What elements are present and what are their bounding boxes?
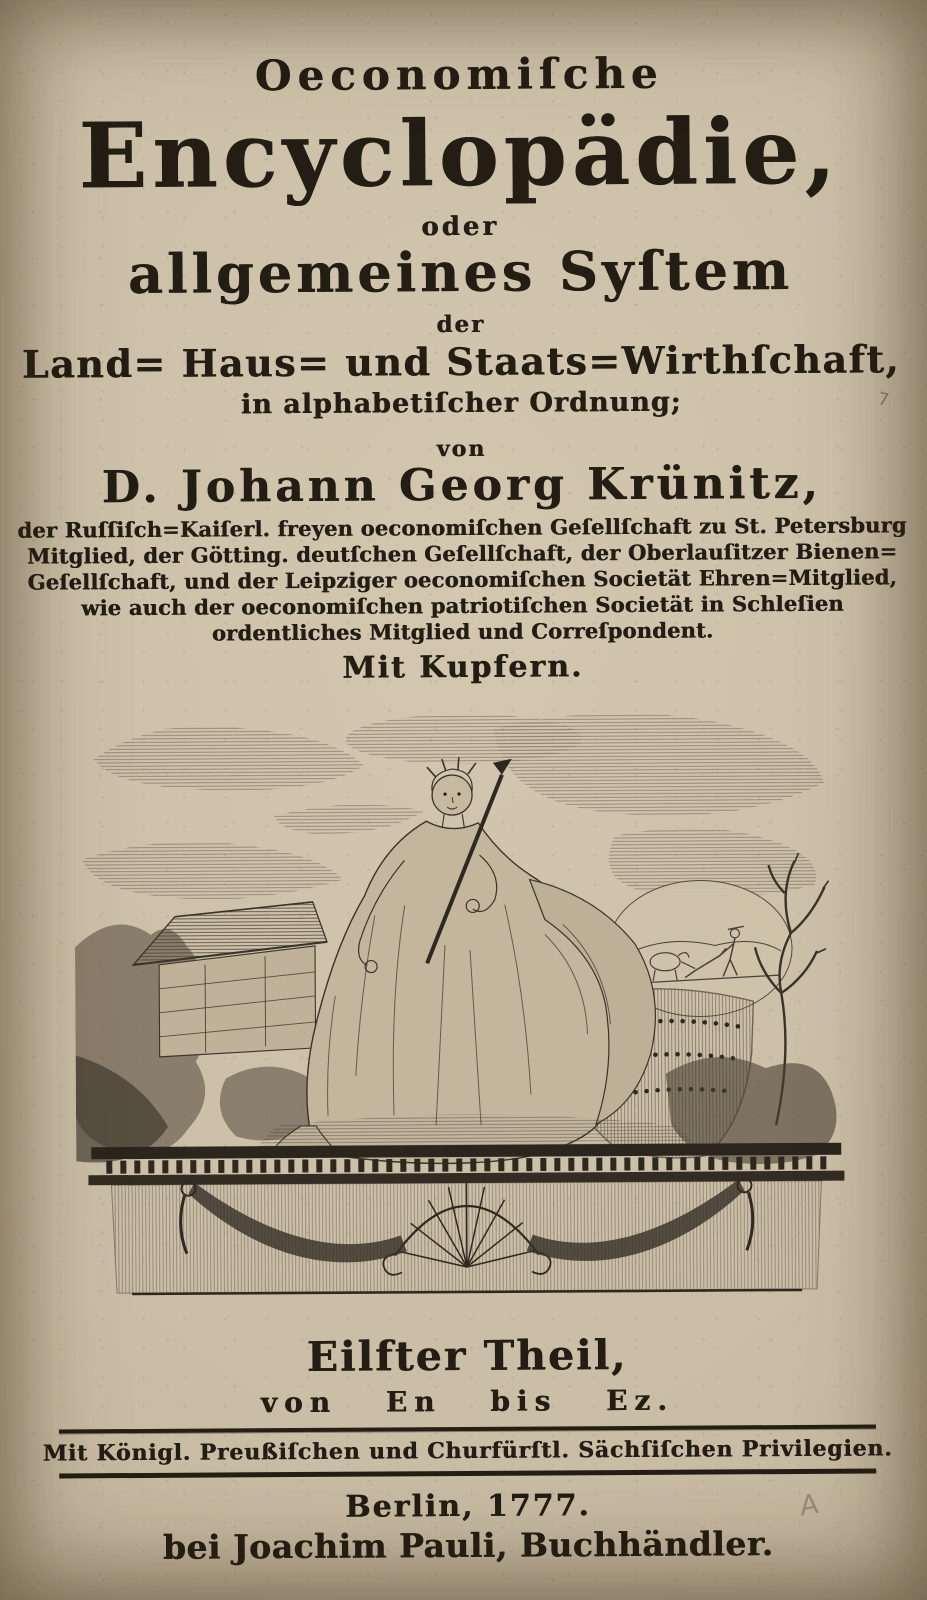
engraving-vignette <box>73 693 857 1300</box>
connector-oder: oder <box>421 212 500 243</box>
volume-part-line: Eilfter Theil, <box>306 1331 628 1382</box>
imprint-publisher: bei Joachim Pauli, Buchhändler. <box>162 1524 774 1568</box>
author-affiliations <box>0 512 926 648</box>
pencil-mark-right: 7 <box>876 389 891 411</box>
pencil-mark-bottom: A <box>799 1488 820 1523</box>
privilege-line: Mit Königl. Preußiſchen und Churfürſtl. Sächſiſchen Privilegien. <box>42 1435 893 1467</box>
main-title: Encyclopädie, <box>78 98 842 210</box>
imprint-place-year: Berlin, 1777. <box>344 1488 591 1526</box>
affiliation-line: ordentliches Mitglied und Correſpondent. <box>211 617 714 646</box>
affiliation-line: Mitglied, der Götting. deutſchen Geſellſchaft, der Oberlauſitzer Bienen= <box>26 538 898 569</box>
order-line: in alphabetiſcher Ordnung; <box>240 386 682 421</box>
connector-der: der <box>436 310 486 339</box>
series-line: Oeconomiſche <box>254 48 664 101</box>
plates-note: Mit Kupfern. <box>342 649 584 687</box>
affiliation-line: Geſellſchaft, und der Leipziger oeconomiſchen Societät Ehren=Mitglied, <box>27 564 898 595</box>
byline-von: von <box>436 435 487 463</box>
privilege-rule-top <box>59 1425 876 1434</box>
author-name: D. Johann Georg Krünitz, <box>101 457 822 514</box>
scope-line: Land= Haus= und Staats=Wirthſchaft, <box>21 336 901 387</box>
affiliation-line: wie auch der oeconomiſchen patriotiſchen Societät in Schleſien <box>81 590 844 621</box>
volume-range-line: von En bis Ez. <box>260 1384 674 1420</box>
privilege-rule-bottom <box>59 1469 876 1479</box>
affiliation-line: der Ruſſiſch=Kaiſerl. freyen oeconomiſchen Geſellſchaft zu St. Petersburg <box>17 512 907 543</box>
subtitle: allgemeines Syſtem <box>127 238 794 307</box>
